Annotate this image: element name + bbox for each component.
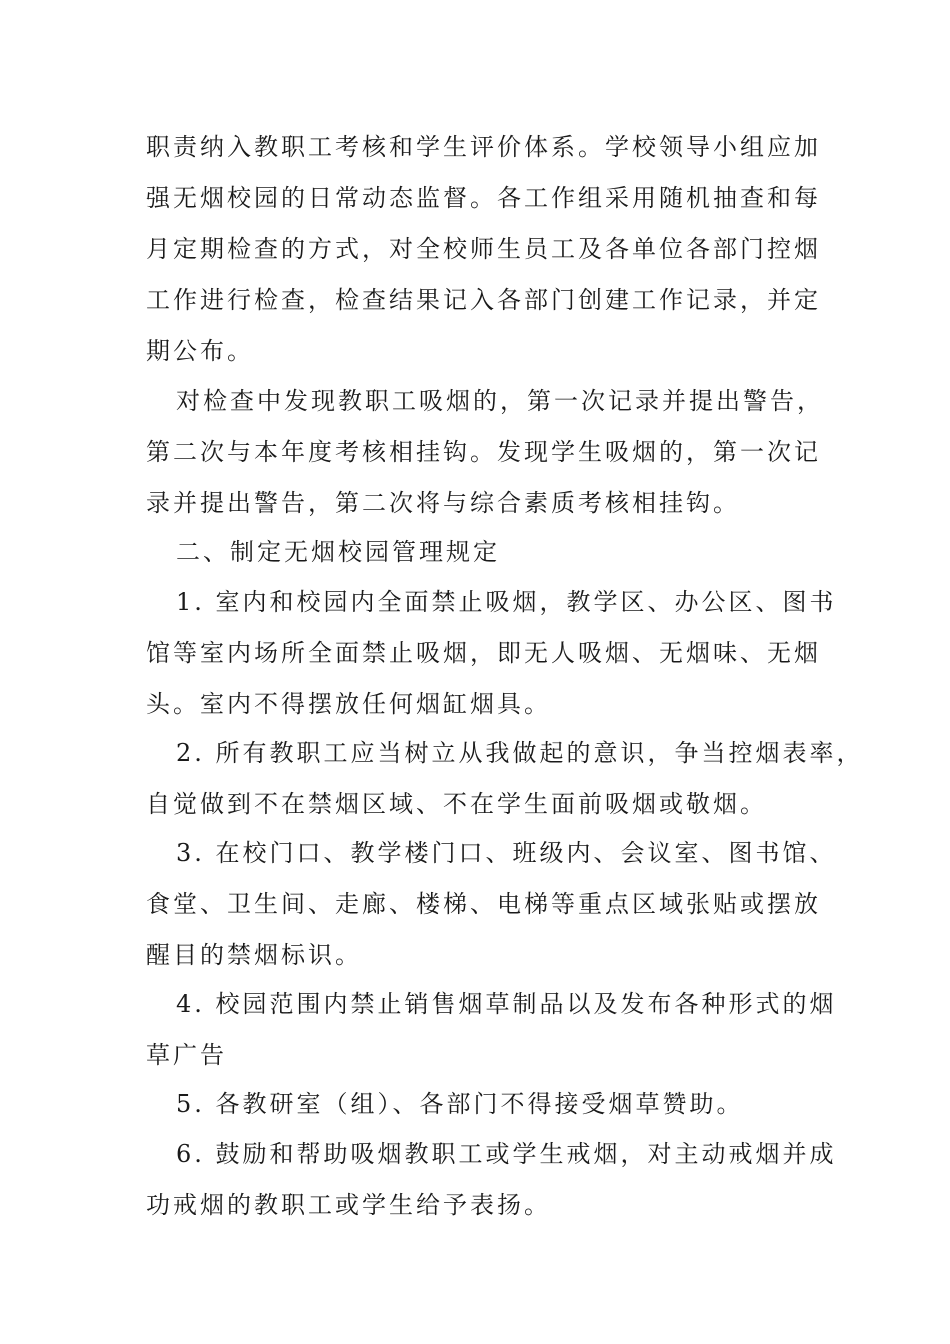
text-line: 录并提出警告，第二次将与综合素质考核相挂钩。 bbox=[146, 489, 740, 517]
text-line: 醒目的禁烟标识。 bbox=[146, 941, 362, 969]
section-heading: 二、制定无烟校园管理规定 bbox=[176, 538, 500, 566]
list-item-6: 6. 鼓励和帮助吸烟教职工或学生戒烟，对主动戒烟并成 bbox=[176, 1140, 837, 1168]
text-line: 功戒烟的教职工或学生给予表扬。 bbox=[146, 1191, 551, 1219]
text-line: 强无烟校园的日常动态监督。各工作组采用随机抽查和每 bbox=[146, 184, 821, 212]
text-line: 第二次与本年度考核相挂钩。发现学生吸烟的，第一次记 bbox=[146, 438, 821, 466]
list-item-1: 1. 室内和校园内全面禁止吸烟，教学区、办公区、图书 bbox=[176, 588, 837, 616]
text-line: 期公布。 bbox=[146, 337, 254, 365]
text-line: 自觉做到不在禁烟区域、不在学生面前吸烟或敬烟。 bbox=[146, 790, 767, 818]
list-item-4: 4. 校园范围内禁止销售烟草制品以及发布各种形式的烟 bbox=[176, 990, 837, 1018]
text-line: 工作进行检查，检查结果记入各部门创建工作记录，并定 bbox=[146, 286, 821, 314]
text-line: 月定期检查的方式，对全校师生员工及各单位各部门控烟 bbox=[146, 235, 821, 263]
text-line: 食堂、卫生间、走廊、楼梯、电梯等重点区域张贴或摆放 bbox=[146, 890, 821, 918]
list-item-5: 5. 各教研室（组）、各部门不得接受烟草赞助。 bbox=[176, 1090, 744, 1118]
text-line: 草广告 bbox=[146, 1041, 227, 1069]
text-line: 馆等室内场所全面禁止吸烟，即无人吸烟、无烟味、无烟 bbox=[146, 639, 821, 667]
text-line: 职责纳入教职工考核和学生评价体系。学校领导小组应加 bbox=[146, 133, 821, 161]
list-item-3: 3. 在校门口、教学楼门口、班级内、会议室、图书馆、 bbox=[176, 839, 837, 867]
paragraph-line: 对检查中发现教职工吸烟的，第一次记录并提出警告， bbox=[176, 387, 824, 415]
text-line: 头。室内不得摆放任何烟缸烟具。 bbox=[146, 690, 551, 718]
list-item-2: 2. 所有教职工应当树立从我做起的意识，争当控烟表率， bbox=[176, 739, 864, 767]
